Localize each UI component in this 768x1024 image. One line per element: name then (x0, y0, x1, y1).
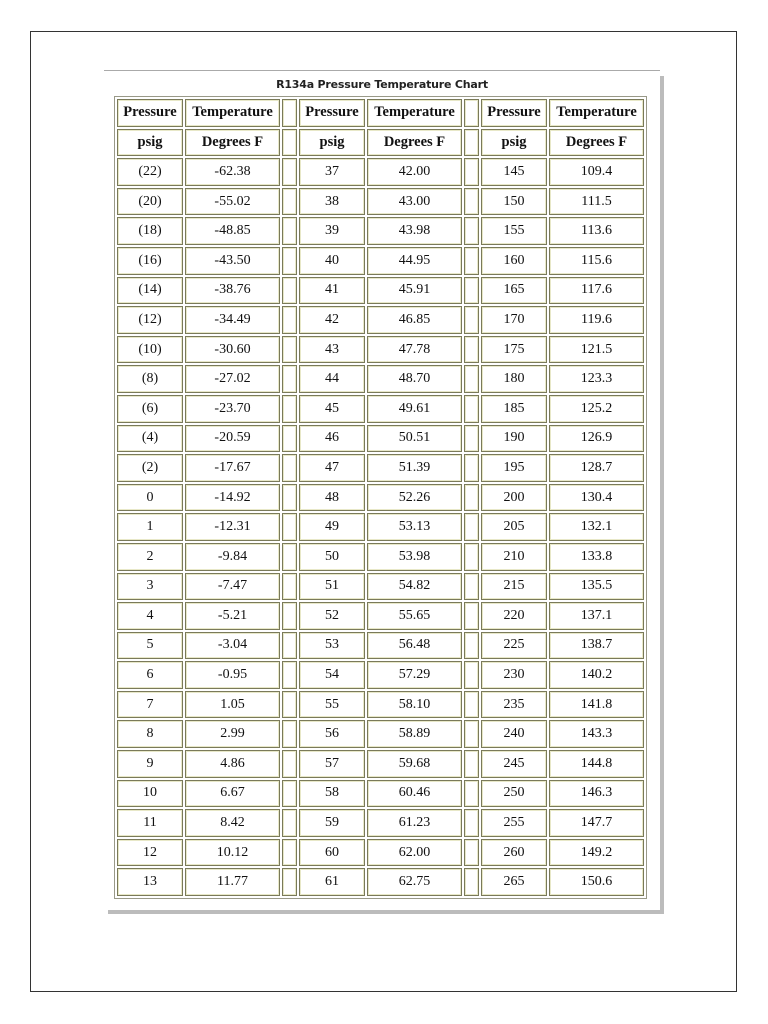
pressure-cell: 10 (117, 780, 183, 808)
spacer-cell (464, 188, 479, 216)
spacer-cell (282, 868, 297, 896)
pressure-cell: 52 (299, 602, 365, 630)
unit-row (117, 129, 644, 157)
table-row (117, 602, 644, 630)
spacer-cell (464, 780, 479, 808)
pressure-cell: 54 (299, 661, 365, 689)
header-pressure: Pressure (117, 99, 183, 127)
pressure-cell: 55 (299, 691, 365, 719)
pressure-cell: 8 (117, 720, 183, 748)
spacer-cell (282, 632, 297, 660)
temperature-cell: 143.3 (549, 720, 644, 748)
table-row (117, 780, 644, 808)
temperature-cell: 149.2 (549, 839, 644, 867)
pressure-cell: 265 (481, 868, 547, 896)
pressure-cell: 160 (481, 247, 547, 275)
spacer-cell (282, 691, 297, 719)
pressure-cell: (4) (117, 425, 183, 453)
temperature-cell: -14.92 (185, 484, 280, 512)
spacer-cell (282, 454, 297, 482)
temperature-cell: 55.65 (367, 602, 462, 630)
spacer-cell (282, 780, 297, 808)
temperature-cell: 61.23 (367, 809, 462, 837)
spacer-cell (464, 750, 479, 778)
temperature-cell: 111.5 (549, 188, 644, 216)
spacer-cell (282, 839, 297, 867)
temperature-cell: 43.00 (367, 188, 462, 216)
pressure-cell: 5 (117, 632, 183, 660)
temperature-cell: -9.84 (185, 543, 280, 571)
spacer-cell (464, 573, 479, 601)
temperature-cell: 141.8 (549, 691, 644, 719)
pressure-cell: 155 (481, 217, 547, 245)
spacer-cell (282, 661, 297, 689)
temperature-cell: 128.7 (549, 454, 644, 482)
spacer-cell (464, 158, 479, 186)
pressure-cell: 48 (299, 484, 365, 512)
pressure-cell: 49 (299, 513, 365, 541)
temperature-cell: 58.10 (367, 691, 462, 719)
pressure-cell: (10) (117, 336, 183, 364)
temperature-cell: -17.67 (185, 454, 280, 482)
table-row (117, 691, 644, 719)
unit-degrees-f: Degrees F (367, 129, 462, 157)
spacer-cell (464, 129, 479, 157)
header-temperature: Temperature (185, 99, 280, 127)
spacer-cell (282, 247, 297, 275)
table-row (117, 454, 644, 482)
temperature-cell: -12.31 (185, 513, 280, 541)
spacer-cell (464, 425, 479, 453)
temperature-cell: 130.4 (549, 484, 644, 512)
temperature-cell: 125.2 (549, 395, 644, 423)
pressure-cell: (12) (117, 306, 183, 334)
temperature-cell: 126.9 (549, 425, 644, 453)
pressure-cell: 215 (481, 573, 547, 601)
spacer-cell (282, 809, 297, 837)
temperature-cell: 135.5 (549, 573, 644, 601)
pressure-cell: 245 (481, 750, 547, 778)
temperature-cell: 4.86 (185, 750, 280, 778)
pressure-cell: 9 (117, 750, 183, 778)
pressure-cell: (8) (117, 365, 183, 393)
pressure-cell: 12 (117, 839, 183, 867)
temperature-cell: 53.13 (367, 513, 462, 541)
pressure-cell: 40 (299, 247, 365, 275)
spacer-cell (464, 720, 479, 748)
temperature-cell: 138.7 (549, 632, 644, 660)
pressure-cell: 7 (117, 691, 183, 719)
unit-psig: psig (481, 129, 547, 157)
table-row (117, 395, 644, 423)
pressure-cell: 165 (481, 277, 547, 305)
temperature-cell: -3.04 (185, 632, 280, 660)
spacer-cell (464, 277, 479, 305)
table-row (117, 868, 644, 896)
pressure-cell: 39 (299, 217, 365, 245)
table-row (117, 839, 644, 867)
temperature-cell: 62.75 (367, 868, 462, 896)
spacer-cell (464, 543, 479, 571)
spacer-cell (464, 513, 479, 541)
table-row (117, 425, 644, 453)
spacer-cell (464, 839, 479, 867)
spacer-cell (464, 395, 479, 423)
pressure-cell: (6) (117, 395, 183, 423)
temperature-cell: 8.42 (185, 809, 280, 837)
pressure-cell: (22) (117, 158, 183, 186)
pressure-cell: (20) (117, 188, 183, 216)
spacer-cell (464, 484, 479, 512)
header-row (117, 99, 644, 127)
pressure-cell: 50 (299, 543, 365, 571)
temperature-cell: 117.6 (549, 277, 644, 305)
pressure-cell: 38 (299, 188, 365, 216)
pressure-cell: 59 (299, 809, 365, 837)
table-row (117, 158, 644, 186)
table-row (117, 188, 644, 216)
temperature-cell: -48.85 (185, 217, 280, 245)
pressure-cell: 260 (481, 839, 547, 867)
pressure-temperature-table (114, 96, 647, 899)
spacer-cell (282, 543, 297, 571)
temperature-cell: 123.3 (549, 365, 644, 393)
temperature-cell: 48.70 (367, 365, 462, 393)
table-row (117, 365, 644, 393)
pressure-cell: 150 (481, 188, 547, 216)
pressure-cell: 56 (299, 720, 365, 748)
pressure-cell: 220 (481, 602, 547, 630)
temperature-cell: 121.5 (549, 336, 644, 364)
temperature-cell: 140.2 (549, 661, 644, 689)
temperature-cell: 150.6 (549, 868, 644, 896)
pressure-cell: 61 (299, 868, 365, 896)
spacer-cell (282, 513, 297, 541)
temperature-cell: 43.98 (367, 217, 462, 245)
pressure-cell: (2) (117, 454, 183, 482)
temperature-cell: 53.98 (367, 543, 462, 571)
pressure-cell: 13 (117, 868, 183, 896)
pressure-cell: (14) (117, 277, 183, 305)
temperature-cell: 10.12 (185, 839, 280, 867)
header-pressure: Pressure (299, 99, 365, 127)
table-row (117, 247, 644, 275)
pressure-cell: 57 (299, 750, 365, 778)
pressure-cell: (18) (117, 217, 183, 245)
pressure-cell: (16) (117, 247, 183, 275)
spacer-cell (464, 306, 479, 334)
spacer-cell (282, 188, 297, 216)
spacer-cell (282, 129, 297, 157)
temperature-cell: 119.6 (549, 306, 644, 334)
table-row (117, 217, 644, 245)
spacer-cell (282, 277, 297, 305)
spacer-cell (282, 484, 297, 512)
header-pressure: Pressure (481, 99, 547, 127)
pressure-cell: 6 (117, 661, 183, 689)
spacer-cell (282, 720, 297, 748)
table-row (117, 336, 644, 364)
table-row (117, 513, 644, 541)
temperature-cell: 52.26 (367, 484, 462, 512)
pressure-cell: 240 (481, 720, 547, 748)
temperature-cell: 49.61 (367, 395, 462, 423)
temperature-cell: 109.4 (549, 158, 644, 186)
temperature-cell: -27.02 (185, 365, 280, 393)
temperature-cell: -0.95 (185, 661, 280, 689)
temperature-cell: -43.50 (185, 247, 280, 275)
spacer-cell (282, 217, 297, 245)
header-temperature: Temperature (367, 99, 462, 127)
spacer-cell (464, 691, 479, 719)
temperature-cell: -34.49 (185, 306, 280, 334)
table-row (117, 306, 644, 334)
pressure-cell: 175 (481, 336, 547, 364)
temperature-cell: 56.48 (367, 632, 462, 660)
spacer-cell (282, 395, 297, 423)
pressure-cell: 43 (299, 336, 365, 364)
pressure-cell: 4 (117, 602, 183, 630)
temperature-cell: -38.76 (185, 277, 280, 305)
pressure-cell: 44 (299, 365, 365, 393)
spacer-cell (464, 99, 479, 127)
pressure-cell: 11 (117, 809, 183, 837)
temperature-cell: 59.68 (367, 750, 462, 778)
pressure-cell: 195 (481, 454, 547, 482)
temperature-cell: 113.6 (549, 217, 644, 245)
temperature-cell: 51.39 (367, 454, 462, 482)
spacer-cell (282, 158, 297, 186)
spacer-cell (282, 365, 297, 393)
temperature-cell: 144.8 (549, 750, 644, 778)
spacer-cell (282, 336, 297, 364)
pressure-cell: 47 (299, 454, 365, 482)
table-row (117, 720, 644, 748)
chart-container (104, 70, 660, 910)
spacer-cell (282, 425, 297, 453)
spacer-cell (282, 602, 297, 630)
pressure-cell: 41 (299, 277, 365, 305)
spacer-cell (464, 632, 479, 660)
temperature-cell: -7.47 (185, 573, 280, 601)
pressure-cell: 37 (299, 158, 365, 186)
table-row (117, 573, 644, 601)
temperature-cell: -55.02 (185, 188, 280, 216)
temperature-cell: -62.38 (185, 158, 280, 186)
temperature-cell: 2.99 (185, 720, 280, 748)
pressure-cell: 235 (481, 691, 547, 719)
spacer-cell (464, 868, 479, 896)
pressure-cell: 230 (481, 661, 547, 689)
pressure-cell: 250 (481, 780, 547, 808)
temperature-cell: 6.67 (185, 780, 280, 808)
pressure-cell: 42 (299, 306, 365, 334)
pressure-cell: 145 (481, 158, 547, 186)
unit-degrees-f: Degrees F (185, 129, 280, 157)
pressure-cell: 225 (481, 632, 547, 660)
temperature-cell: 58.89 (367, 720, 462, 748)
table-row (117, 543, 644, 571)
pressure-cell: 190 (481, 425, 547, 453)
temperature-cell: 50.51 (367, 425, 462, 453)
spacer-cell (464, 247, 479, 275)
pressure-cell: 58 (299, 780, 365, 808)
temperature-cell: 57.29 (367, 661, 462, 689)
spacer-cell (282, 99, 297, 127)
pressure-cell: 3 (117, 573, 183, 601)
pressure-cell: 170 (481, 306, 547, 334)
spacer-cell (464, 454, 479, 482)
pressure-cell: 1 (117, 513, 183, 541)
temperature-cell: -20.59 (185, 425, 280, 453)
spacer-cell (464, 661, 479, 689)
spacer-cell (464, 602, 479, 630)
temperature-cell: 60.46 (367, 780, 462, 808)
temperature-cell: 115.6 (549, 247, 644, 275)
temperature-cell: 62.00 (367, 839, 462, 867)
pressure-cell: 60 (299, 839, 365, 867)
temperature-cell: 44.95 (367, 247, 462, 275)
temperature-cell: 147.7 (549, 809, 644, 837)
temperature-cell: 137.1 (549, 602, 644, 630)
table-row (117, 277, 644, 305)
temperature-cell: 1.05 (185, 691, 280, 719)
chart-title: R134a Pressure Temperature Chart (276, 78, 488, 91)
header-temperature: Temperature (549, 99, 644, 127)
temperature-cell: 133.8 (549, 543, 644, 571)
temperature-cell: -5.21 (185, 602, 280, 630)
temperature-cell: 47.78 (367, 336, 462, 364)
temperature-cell: 132.1 (549, 513, 644, 541)
pressure-cell: 180 (481, 365, 547, 393)
pressure-cell: 210 (481, 543, 547, 571)
spacer-cell (282, 306, 297, 334)
unit-psig: psig (117, 129, 183, 157)
pressure-cell: 2 (117, 543, 183, 571)
spacer-cell (282, 750, 297, 778)
temperature-cell: 42.00 (367, 158, 462, 186)
table-row (117, 632, 644, 660)
pressure-cell: 46 (299, 425, 365, 453)
table-row (117, 750, 644, 778)
spacer-cell (464, 336, 479, 364)
spacer-cell (464, 217, 479, 245)
pressure-cell: 185 (481, 395, 547, 423)
spacer-cell (464, 809, 479, 837)
pressure-cell: 205 (481, 513, 547, 541)
table-row (117, 661, 644, 689)
pressure-cell: 0 (117, 484, 183, 512)
temperature-cell: -23.70 (185, 395, 280, 423)
temperature-cell: 46.85 (367, 306, 462, 334)
table-row (117, 484, 644, 512)
unit-psig: psig (299, 129, 365, 157)
pressure-cell: 51 (299, 573, 365, 601)
temperature-cell: -30.60 (185, 336, 280, 364)
spacer-cell (464, 365, 479, 393)
temperature-cell: 146.3 (549, 780, 644, 808)
temperature-cell: 45.91 (367, 277, 462, 305)
pressure-cell: 200 (481, 484, 547, 512)
unit-degrees-f: Degrees F (549, 129, 644, 157)
temperature-cell: 11.77 (185, 868, 280, 896)
table-row (117, 809, 644, 837)
pressure-cell: 53 (299, 632, 365, 660)
pressure-cell: 255 (481, 809, 547, 837)
temperature-cell: 54.82 (367, 573, 462, 601)
pressure-cell: 45 (299, 395, 365, 423)
spacer-cell (282, 573, 297, 601)
